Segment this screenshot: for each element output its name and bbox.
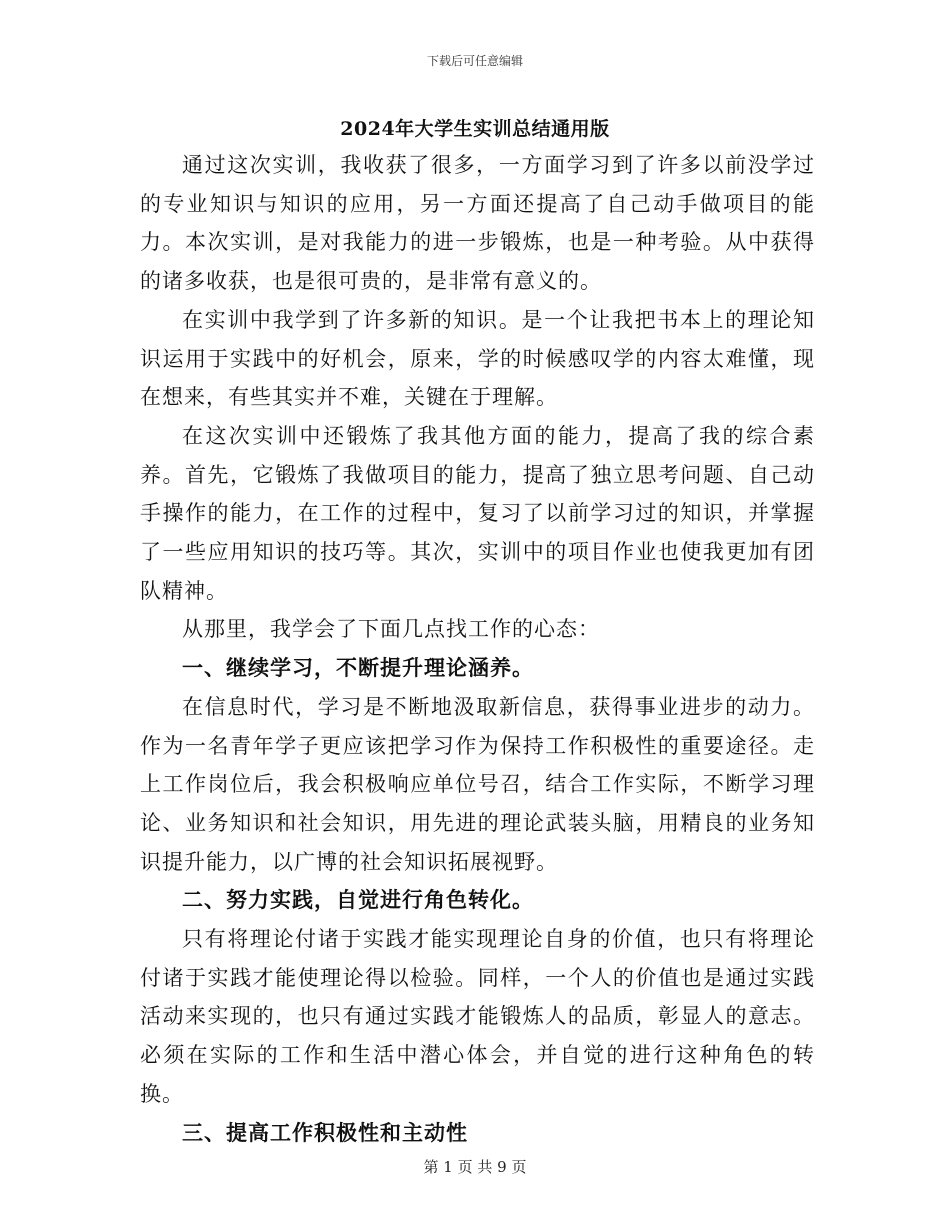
header-note: 下载后可任意编辑 — [426, 54, 523, 68]
paragraph-6: 只有将理论付诸于实践才能实现理论自身的价值，也只有将理论付诸于实践才能使理论得以检验。同样，一个人的价值也是通过实践活动来实现的，也只有通过实践才能锻炼人的品质，彰显人的意志。必须在实际的工作和生活中潜心体会，并自觉的进行这种角色的转换。 — [140, 927, 815, 1106]
paragraph-2: 在实训中我学到了许多新的知识。是一个让我把书本上的理论知识运用于实践中的好机会，原来，学的时候感叹学的内容太难懂，现在想来，有些其实并不难，关键在于理解。 — [140, 307, 815, 410]
paragraph-3: 在这次实训中还锻炼了我其他方面的能力，提高了我的综合素养。首先，它锻炼了我做项目的能力，提高了独立思考问题、自己动手操作的能力，在工作的过程中，复习了以前学习过的知识，并掌握了一些应用知识的技巧等。其次，实训中的项目作业也使我更加有团队精神。 — [140, 423, 815, 603]
document-title: 2024年大学生实训总结通用版 — [340, 118, 610, 140]
section-heading-3: 三、提高工作积极性和主动性 — [182, 1119, 468, 1145]
paragraph-4: 从那里，我学会了下面几点找工作的心态： — [182, 617, 600, 642]
document-body — [140, 146, 815, 1152]
page-number: 第 1 页 共 9 页 — [423, 1158, 527, 1176]
paragraph-5: 在信息时代，学习是不断地汲取新信息，获得事业进步的动力。作为一名青年学子更应该把学习作为保持工作积极性的重要途径。走上工作岗位后，我会积极响应单位号召，结合工作实际，不断学习理论、业务知识和社会知识，用先进的理论武装头脑，用精良的业务知识提升能力，以广博的社会知识拓展视野。 — [140, 694, 815, 874]
section-heading-1: 一、继续学习，不断提升理论涵养。 — [182, 655, 534, 681]
section-heading-2: 二、努力实践，自觉进行角色转化。 — [182, 887, 534, 913]
paragraph-1: 通过这次实训，我收获了很多，一方面学习到了许多以前没学过的专业知识与知识的应用，另一方面还提高了自己动手做项目的能力。本次实训，是对我能力的进一步锻炼，也是一种考验。从中获得的诸多收获，也是很可贵的，是非常有意义的。 — [140, 153, 815, 294]
